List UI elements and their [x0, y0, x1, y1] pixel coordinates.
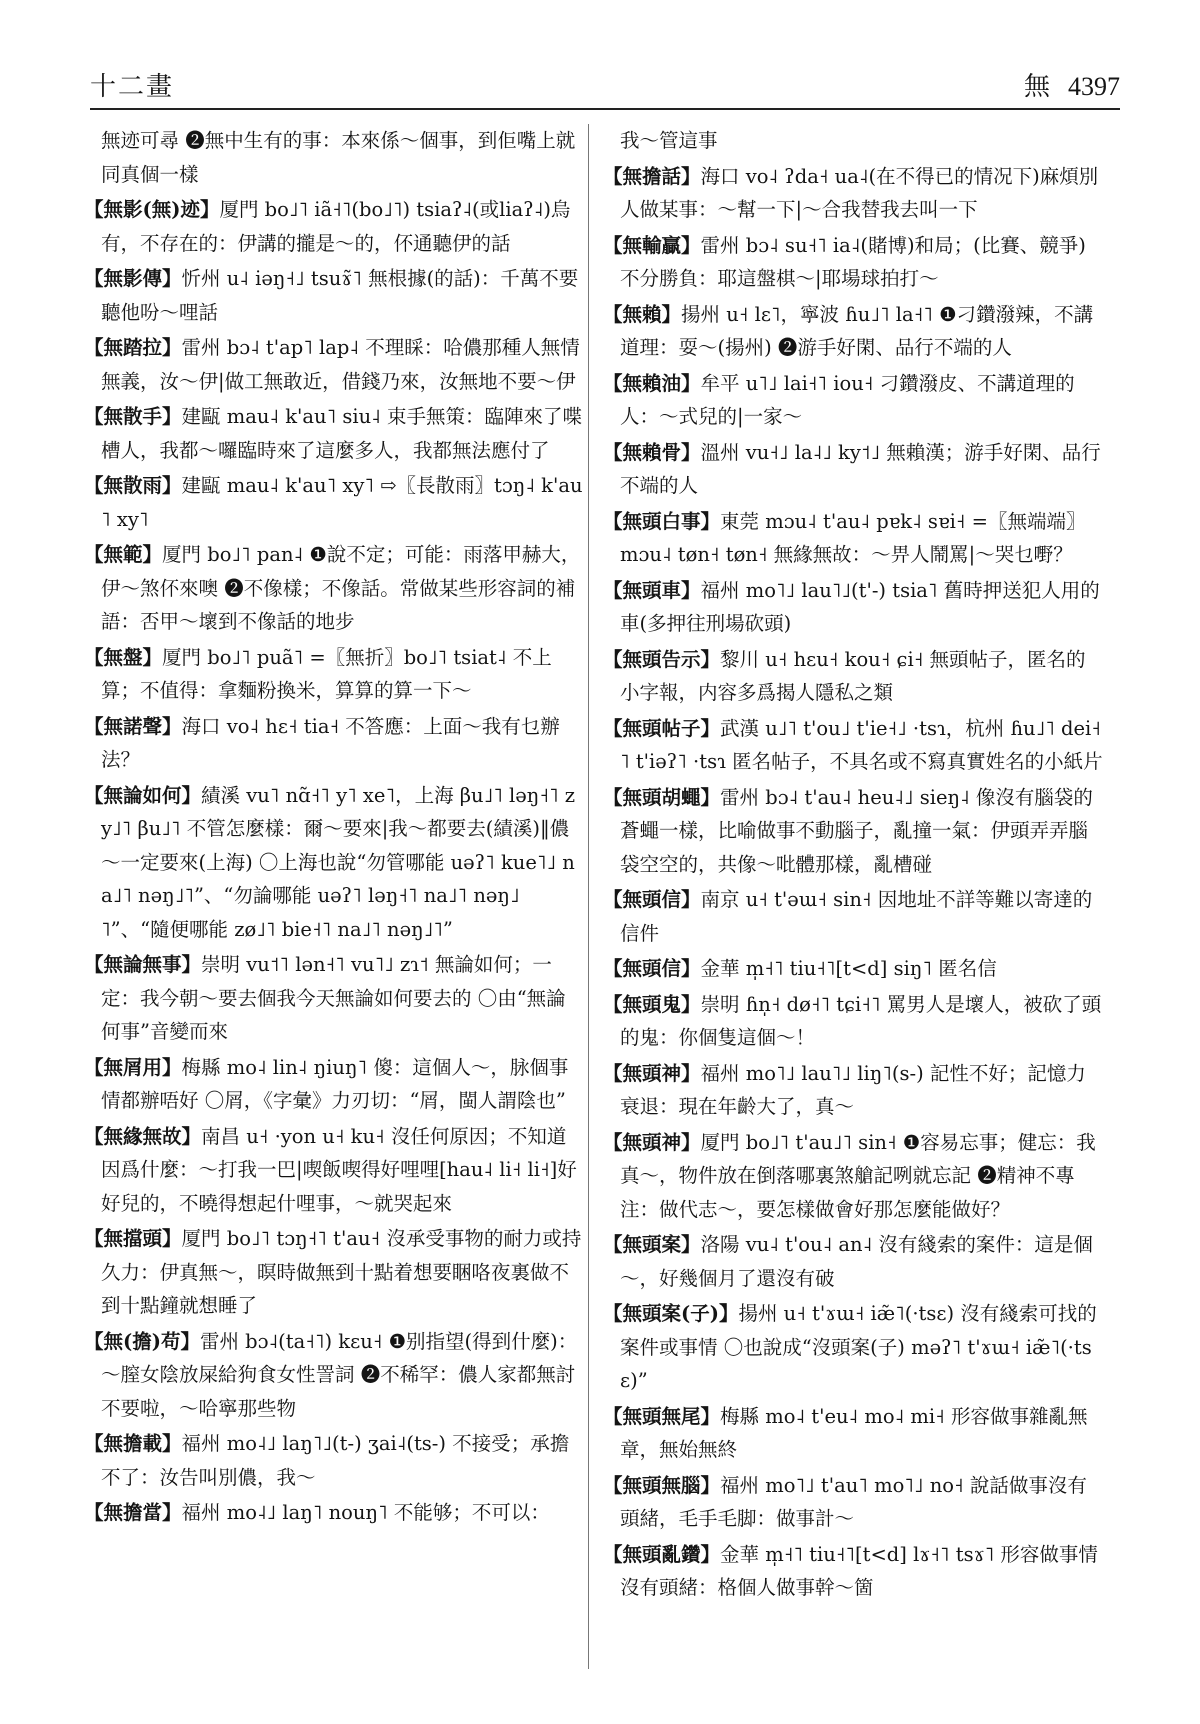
- entry-headword: 【無頭信】: [603, 888, 701, 911]
- left-column: [84, 124, 584, 1532]
- entry-headword: 【無輸贏】: [603, 233, 701, 257]
- entry-headword: 【無賴油】: [603, 371, 701, 395]
- dictionary-entry: [84, 1325, 584, 1426]
- entry-headword: 【無緣無故】: [84, 1124, 202, 1148]
- entry-headword: 【無論如何】: [84, 783, 202, 807]
- dictionary-entry: [84, 124, 584, 191]
- entry-definition: 金華 m̩˧˥ tiu˧˥[t<d] lɤ˧˥ tsɤ˥ 形容做事情沒有頭緒：格個人做事幹～箇: [620, 1542, 1098, 1599]
- entry-definition: 牟平 u˥˩ lai˧˥ iou˧ 刁鑽潑皮、不講道理的人：～式兒的|一家～: [620, 371, 1075, 428]
- entry-headword: 【無散手】: [84, 405, 182, 428]
- entry-headword: 【無頭車】: [603, 578, 701, 602]
- entry-headword: 【無影(無)迹】: [84, 198, 220, 221]
- column-divider: [588, 124, 589, 1669]
- entry-headword: 【無頭案(子)】: [603, 1302, 739, 1325]
- dictionary-entry: [603, 952, 1103, 986]
- entry-definition: 福州 mo˨˩ laŋ˥ nouŋ˥ 不能够；不可以：: [181, 1501, 550, 1524]
- dictionary-entry: [603, 1400, 1103, 1467]
- dictionary-entry: [84, 1427, 584, 1494]
- entry-definition: 東莞 mɔu˨ t'au˨ pɐk˨ sɐi˧ =〖無端端〗mɔu˨ tøn˧ tøn˧ 無緣無故：～畀人鬧罵|～哭乜嘢？: [620, 509, 1086, 566]
- entry-headword: 【無範】: [84, 543, 163, 566]
- entry-definition: 揚州 u˧ lɛ˥，寧波 ɦu˩˥ la˧˥ ❶刁鑽潑辣，不講道理：耍～(揚州) ❷游手好閑、品行不端的人: [620, 302, 1094, 359]
- entry-headword: 【無頭神】: [603, 1061, 701, 1085]
- entry-headword: 【無頭鬼】: [603, 992, 701, 1016]
- entry-headword: 【無踏拉】: [84, 336, 182, 359]
- dictionary-entry: [603, 883, 1103, 950]
- entry-headword: 【無頭帖子】: [603, 716, 721, 740]
- dictionary-entry: [84, 1496, 584, 1530]
- dictionary-entry: [603, 436, 1103, 503]
- entry-definition: 南京 u˧ t'əɯ˧ sin˧ 因地址不詳等難以寄達的信件: [620, 888, 1093, 945]
- dictionary-entry: [84, 331, 584, 398]
- entry-definition: 忻州 u˨ iəŋ˧˩ tsuɤ̃˥ 無根據(的話)：千萬不要聽他吩～哩話: [101, 267, 579, 324]
- entry-headword: 【無頭白事】: [603, 509, 721, 533]
- page-index: [1024, 66, 1120, 103]
- entry-headword: 【無擔話】: [603, 164, 701, 188]
- entry-definition: 海口 vo˨ hɛ˧ tia˧ 不答應：上面～我有乜辦法？: [101, 714, 560, 771]
- index-character: 無: [1023, 72, 1050, 102]
- entry-definition: 海口 vo˨ ʔda˧ ua˨(在不得已的情况下)麻煩別人做某事：～幫一下|～合我替我去叫一下: [620, 164, 1099, 221]
- entry-definition: 我～管這事: [620, 129, 718, 152]
- entry-definition: 厦門 bo˩˥ t'au˩˥ sin˧ ❶容易忘事；健忘：我真～，物件放在倒落哪裏煞艙記咧就忘記 ❷精神不專注：做代志～，要怎樣做會好那怎麼能做好？: [620, 1130, 1096, 1221]
- entry-definition: 雷州 bɔ˨ t'au˨ heu˨˩ sieŋ˨ 像沒有腦袋的蒼蠅一樣，比喻做事不動腦子，亂撞一氣：伊頭弄弄腦袋空空的，共像～吡體那樣，亂槽碰: [620, 785, 1093, 876]
- entry-definition: 福州 mo˨˩ laŋ˥˩(t-) ʒai˨(ts-) 不接受；承擔不了：汝告叫別儂，我～: [101, 1432, 570, 1489]
- dictionary-entry: [84, 641, 584, 708]
- page-header: [90, 60, 1120, 110]
- entry-definition: 厦門 bo˩˥ pan˨ ❶說不定；可能：雨落甲赫大，伊～煞伓來噢 ❷不像樣；不像話。常做某些形容詞的補語：否甲～壞到不像話的地步: [101, 543, 581, 633]
- dictionary-entry: [603, 781, 1103, 882]
- entry-headword: 【無擔載】: [84, 1432, 182, 1455]
- entry-headword: 【無頭亂鑽】: [603, 1542, 721, 1566]
- entry-headword: 【無頭無尾】: [603, 1404, 721, 1428]
- entry-definition: 福州 mo˥˩ t'au˥ mo˥˩ no˧ 說話做事沒有頭緒，毛手毛脚：做事計～: [620, 1473, 1087, 1530]
- entry-definition: 洛陽 vu˨ t'ou˨ an˨ 沒有綫索的案件：這是個～，好幾個月了還沒有破: [620, 1233, 1093, 1290]
- dictionary-entry: [603, 712, 1103, 779]
- dictionary-entry: [84, 948, 584, 1049]
- entry-headword: 【無屑用】: [84, 1055, 182, 1079]
- dictionary-entry: [603, 1297, 1103, 1398]
- section-title: 十二畫: [90, 72, 175, 102]
- entry-definition: 績溪 vu˥ nɑ̃˧˥ y˥ xe˥，上海 βu˩˥ ləŋ˧˥ zy˩˥ βu˩˥ 不管怎麼樣：爾～要來|我～都要去(績溪)‖儂～一定要來(上海) 〇上海也說“勿管哪能 uəʔ˥ kue˥˩ na˩˥ nəŋ˩˥”、“勿論哪能 uəʔ˥ ləŋ˧˥ na˩˥ nəŋ˩˥”、“隨便哪能 zø˩˥ bie˧˥ na˩˥ nəŋ˩˥”: [101, 783, 576, 941]
- dictionary-entry: [603, 160, 1103, 227]
- dictionary-entry: [84, 710, 584, 777]
- entry-headword: 【無(擔)苟】: [84, 1329, 200, 1353]
- entry-headword: 【無頭無腦】: [603, 1473, 721, 1497]
- dictionary-entry: [603, 1469, 1103, 1536]
- dictionary-entry: [84, 400, 584, 467]
- dictionary-entry: [84, 469, 584, 536]
- dictionary-entry: [603, 643, 1103, 710]
- entry-definition: 雷州 bɔ˨ su˧˥ ia˨(賭博)和局；(比賽、競爭)不分勝負：耶這盤棋～|耶場球拍打～: [620, 233, 1086, 290]
- entry-headword: 【無諾聲】: [84, 714, 182, 738]
- right-column: [603, 124, 1103, 1607]
- entry-definition: 福州 mo˥˩ lau˥˩(t'-) tsia˥ 舊時押送犯人用的車(多押往刑場砍頭): [620, 578, 1100, 635]
- dictionary-entry: [603, 298, 1103, 365]
- entry-definition: 崇明 ɦn̩˧ dø˧˥ tɕi˧˥ 罵男人是壞人，被砍了頭的鬼：你個隻這個～！: [620, 992, 1102, 1049]
- entry-headword: 【無論無事】: [84, 953, 202, 976]
- page-number: 4397: [1068, 72, 1120, 101]
- entry-definition: 雷州 bɔ˨ t'ap˥ lap˨ 不理睬：哈儂那種人無情無義，汝～伊|做工無敢近，借錢乃來，汝無地不要～伊: [101, 336, 580, 393]
- entry-headword: 【無頭告示】: [603, 647, 721, 671]
- entry-definition: 厦門 bo˩˥ tɔŋ˧˥ t'au˧ 沒承受事物的耐力或持久力：伊真無～，暝時做無到十點着想要睏咯夜裏做不到十點鐘就想睡了: [101, 1227, 582, 1317]
- dictionary-entry: [603, 1126, 1103, 1227]
- entry-definition: 無迹可尋 ❷無中生有的事：本來係～個事，到佢嘴上就同真個一樣: [101, 129, 576, 186]
- entry-definition: 崇明 vu˦˥ lən˧˥ vu˥˩ zɿ˦ 無論如何；一定：我今朝～要去個我今天無論如何要去的 〇由“無論何事”音變而來: [101, 953, 566, 1043]
- entry-headword: 【無盤】: [84, 645, 163, 669]
- dictionary-entry: [603, 1538, 1103, 1605]
- dictionary-entry: [603, 505, 1103, 572]
- entry-definition: 建甌 mau˨ k'au˥ xy˥ ⇨〖長散雨〗tɔŋ˨ k'au˥ xy˥: [101, 474, 583, 531]
- entry-headword: 【無頭胡蠅】: [603, 785, 721, 809]
- entry-headword: 【無賴骨】: [603, 440, 701, 464]
- dictionary-entry: [603, 124, 1103, 158]
- dictionary-entry: [84, 1051, 584, 1118]
- dictionary-entry: [603, 988, 1103, 1055]
- entry-definition: 厦門 bo˩˥ iã˧˥(bo˩˥) tsiaʔ˨(或liaʔ˨)烏有，不存在的：伊講的攏是～的，伓通聽伊的話: [101, 198, 571, 255]
- entry-definition: 揚州 u˧ t'ɤɯ˧ iæ̃˥(·tsɛ) 沒有綫索可找的案件或事情 〇也說成“沒頭案(子) məʔ˥ t'ɤɯ˧ iæ̃˥(·tsɛ)”: [620, 1302, 1097, 1392]
- entry-headword: 【無頭神】: [603, 1130, 701, 1154]
- entry-definition: 溫州 vu˧˩ la˨˩ ky˦˩ 無賴漢；游手好閑、品行不端的人: [620, 440, 1101, 497]
- entry-headword: 【無散雨】: [84, 474, 182, 497]
- dictionary-entry: [84, 1120, 584, 1221]
- dictionary-entry: [84, 538, 584, 639]
- entry-definition: 梅縣 mo˨ t'eu˨ mo˨ mi˧ 形容做事雜亂無章，無始無終: [620, 1404, 1088, 1461]
- entry-headword: 【無頭案】: [603, 1233, 701, 1256]
- entry-definition: 建甌 mau˨ k'au˥ siu˨ 束手無策：臨陣來了喋槽人，我都～囉臨時來了這麼多人，我都無法應付了: [101, 405, 582, 462]
- entry-headword: 【無賴】: [603, 302, 682, 326]
- entry-definition: 南昌 u˧ ·yon u˧ ku˧ 沒任何原因；不知道因爲什麼：～打我一巴|喫飯喫得好哩哩[hau˨ li˧ li˧]好好兒的，不曉得想起什哩事，～就哭起來: [101, 1124, 577, 1215]
- entry-definition: 梅縣 mo˨ lin˨ ŋiuŋ˥ 傻：這個人～，脉個事情都辦唔好 〇屑，《字彙》力刃切：“屑，閩人謂陰也”: [101, 1055, 569, 1112]
- entry-headword: 【無擋頭】: [84, 1227, 182, 1250]
- entry-definition: 厦門 bo˩˥ puã˥ =〖無折〗bo˩˥ tsiat˨ 不上算；不值得：拿麵粉換米，算算的算一下～: [101, 645, 552, 702]
- dictionary-entry: [84, 262, 584, 329]
- dictionary-entry: [603, 1057, 1103, 1124]
- entry-definition: 武漢 u˩˥ t'ou˩ t'ie˧˩ ·tsɿ，杭州 ɦu˩˥ dei˧˥ t'iəʔ˥ ·tsɿ 匿名帖子，不具名或不寫真實姓名的小紙片: [620, 716, 1103, 773]
- dictionary-entry: [603, 367, 1103, 434]
- entry-definition: 金華 m̩˧˥ tiu˧˥[t<d] siŋ˥ 匿名信: [700, 957, 997, 980]
- entry-headword: 【無頭信】: [603, 957, 701, 980]
- entry-definition: 黎川 u˧ hɛu˧ kou˧ ɕi˧ 無頭帖子，匿名的小字報，内容多爲揭人隱私之類: [620, 647, 1086, 704]
- dictionary-entry: [603, 229, 1103, 296]
- dictionary-entry: [603, 1228, 1103, 1295]
- entry-definition: 福州 mo˥˩ lau˥˩ liŋ˥(s-) 記性不好；記憶力衰退：現在年齡大了，真～: [620, 1061, 1086, 1118]
- entry-headword: 【無擔當】: [84, 1501, 182, 1524]
- entry-headword: 【無影傳】: [84, 267, 182, 290]
- entry-definition: 雷州 bɔ˨(ta˧˥) kɛu˧ ❶别指望(得到什麼)：～膣女陰放屎給狗食女性詈詞 ❷不稀罕：儂人家都無討不要啦，～哈寧那些物: [101, 1329, 578, 1420]
- dictionary-entry: [84, 1222, 584, 1323]
- dictionary-entry: [603, 574, 1103, 641]
- dictionary-entry: [84, 193, 584, 260]
- dictionary-entry: [84, 779, 584, 947]
